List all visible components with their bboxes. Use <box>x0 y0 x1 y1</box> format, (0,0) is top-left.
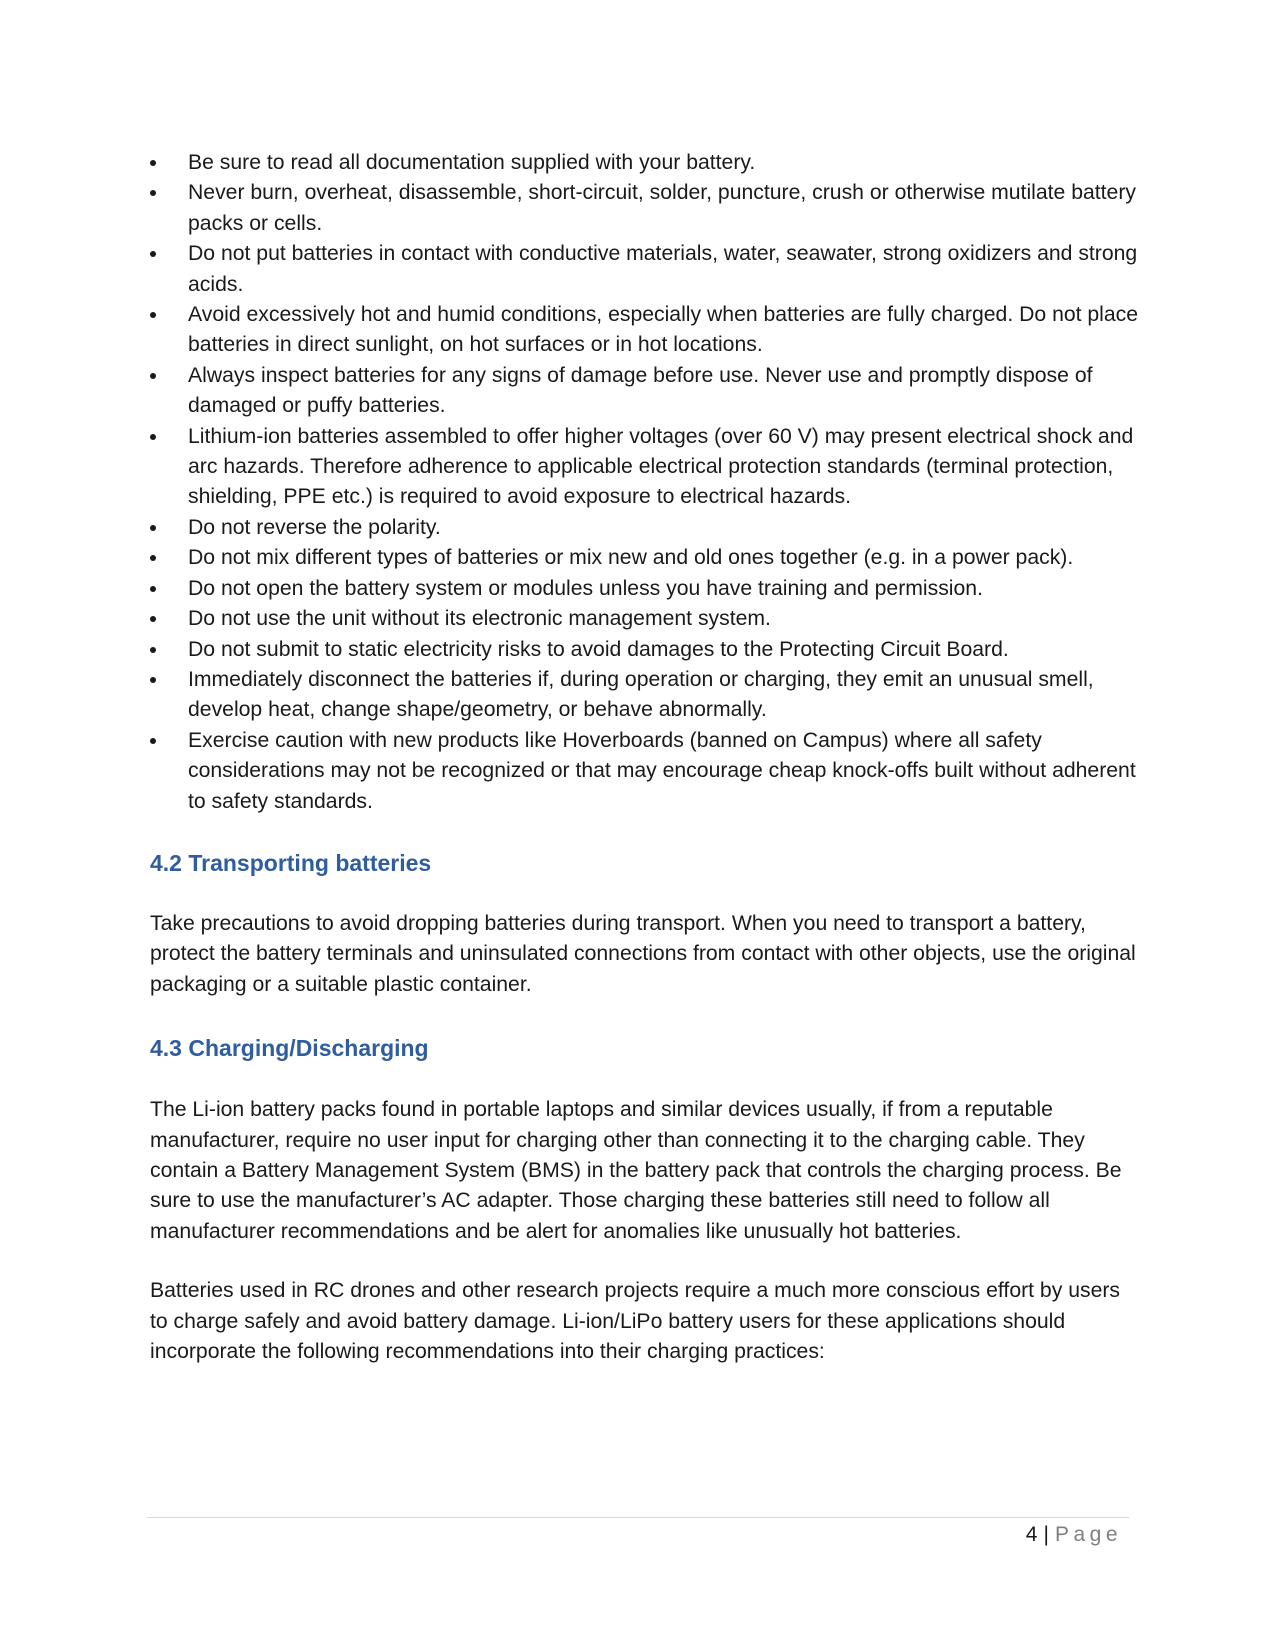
bullet-item <box>150 543 1140 573</box>
bullet-item <box>150 513 1140 543</box>
bullet-text: Immediately disconnect the batteries if, during operation or charging, they emit an unusual smell, develop heat, change shape/geometry, or behave abnormally. <box>188 667 1094 722</box>
bullet-item <box>150 300 1140 361</box>
bullet-text: Do not submit to static electricity risks to avoid damages to the Protecting Circuit Board. <box>188 637 1009 661</box>
bullet-item <box>150 178 1140 239</box>
bullet-item <box>150 604 1140 634</box>
bullet-icon <box>150 312 156 318</box>
bullet-text: Do not open the battery system or modules unless you have training and permission. <box>188 576 983 600</box>
bullet-item <box>150 665 1140 726</box>
bullet-icon <box>150 555 156 561</box>
footer-divider <box>147 1517 1129 1518</box>
bullet-item <box>150 726 1140 817</box>
bullet-text: Always inspect batteries for any signs of damage before use. Never use and promptly dispose of damaged or puffy batteries. <box>188 363 1093 418</box>
bullet-icon <box>150 251 156 257</box>
bullet-icon <box>150 677 156 683</box>
bullet-text: Do not mix different types of batteries or mix new and old ones together (e.g. in a power pack). <box>188 546 1074 570</box>
bullet-text: Lithium-ion batteries assembled to offer higher voltages (over 60 V) may present electrical shock and arc hazards. Therefore adherence to applicable electrical protection standards (terminal protection, shielding, PPE etc.) is required to avoid exposure to electrical hazards. <box>188 424 1134 509</box>
charging-paragraph-1: The Li-ion battery packs found in portable laptops and similar devices usually, if from a reputable manufacturer, require no user input for charging other than connecting it to the charging cable. They contain a Battery Management System (BMS) in the battery pack that controls the charging process. Be sure to use the manufacturer’s AC adapter. Those charging these batteries still need to follow all manufacturer recommendations and be alert for anomalies like unusually hot batteries. <box>150 1098 1122 1243</box>
bullet-icon <box>150 738 156 744</box>
bullet-item <box>150 574 1140 604</box>
page-label: Page <box>1054 1523 1122 1546</box>
bullet-text: Do not reverse the polarity. <box>188 515 441 539</box>
footer-separator: | <box>1043 1523 1049 1546</box>
charging-paragraph-2: Batteries used in RC drones and other research projects require a much more conscious effort by users to charge safely and avoid battery damage. Li-ion/LiPo battery users for these applications should incorporate the following recommendations into their charging practices: <box>150 1279 1121 1363</box>
bullet-item <box>150 422 1140 513</box>
bullet-icon <box>150 373 156 379</box>
page-number: 4 <box>1025 1523 1038 1546</box>
bullet-text: Never burn, overheat, disassemble, short-circuit, solder, puncture, crush or otherwise mutilate battery packs or cells. <box>188 181 1136 235</box>
bullet-icon <box>150 586 156 592</box>
bullet-text: Exercise caution with new products like Hoverboards (banned on Campus) where all safety considerations may not be recognized or that may encourage cheap knock-offs built without adherent to safety standards. <box>188 728 1136 813</box>
bullet-icon <box>150 160 156 166</box>
bullet-icon <box>150 434 156 440</box>
safety-bullet-list <box>150 148 1140 817</box>
bullet-item <box>150 239 1140 300</box>
bullet-icon <box>150 647 156 653</box>
section-heading-charging: 4.3 Charging/Discharging <box>150 1035 429 1062</box>
bullet-item <box>150 635 1140 665</box>
page-footer <box>1026 1521 1122 1549</box>
bullet-item <box>150 361 1140 422</box>
page-content <box>150 148 1140 1367</box>
bullet-text: Do not use the unit without its electronic management system. <box>188 607 771 631</box>
bullet-text: Do not put batteries in contact with conductive materials, water, seawater, strong oxidizers and strong acids. <box>188 242 1138 296</box>
bullet-icon <box>150 190 156 196</box>
bullet-icon <box>150 616 156 622</box>
bullet-item <box>150 148 1140 178</box>
bullet-text: Be sure to read all documentation supplied with your battery. <box>188 151 756 174</box>
bullet-icon <box>150 525 156 531</box>
section-heading-transporting: 4.2 Transporting batteries <box>150 849 432 876</box>
transport-paragraph: Take precautions to avoid dropping batteries during transport. When you need to transport a battery, protect the battery terminals and uninsulated connections from contact with other objects, use the original packaging or a suitable plastic container. <box>150 911 1136 996</box>
bullet-text: Avoid excessively hot and humid conditions, especially when batteries are fully charged. Do not place batteries in direct sunlight, on hot surfaces or in hot locations. <box>188 303 1139 357</box>
